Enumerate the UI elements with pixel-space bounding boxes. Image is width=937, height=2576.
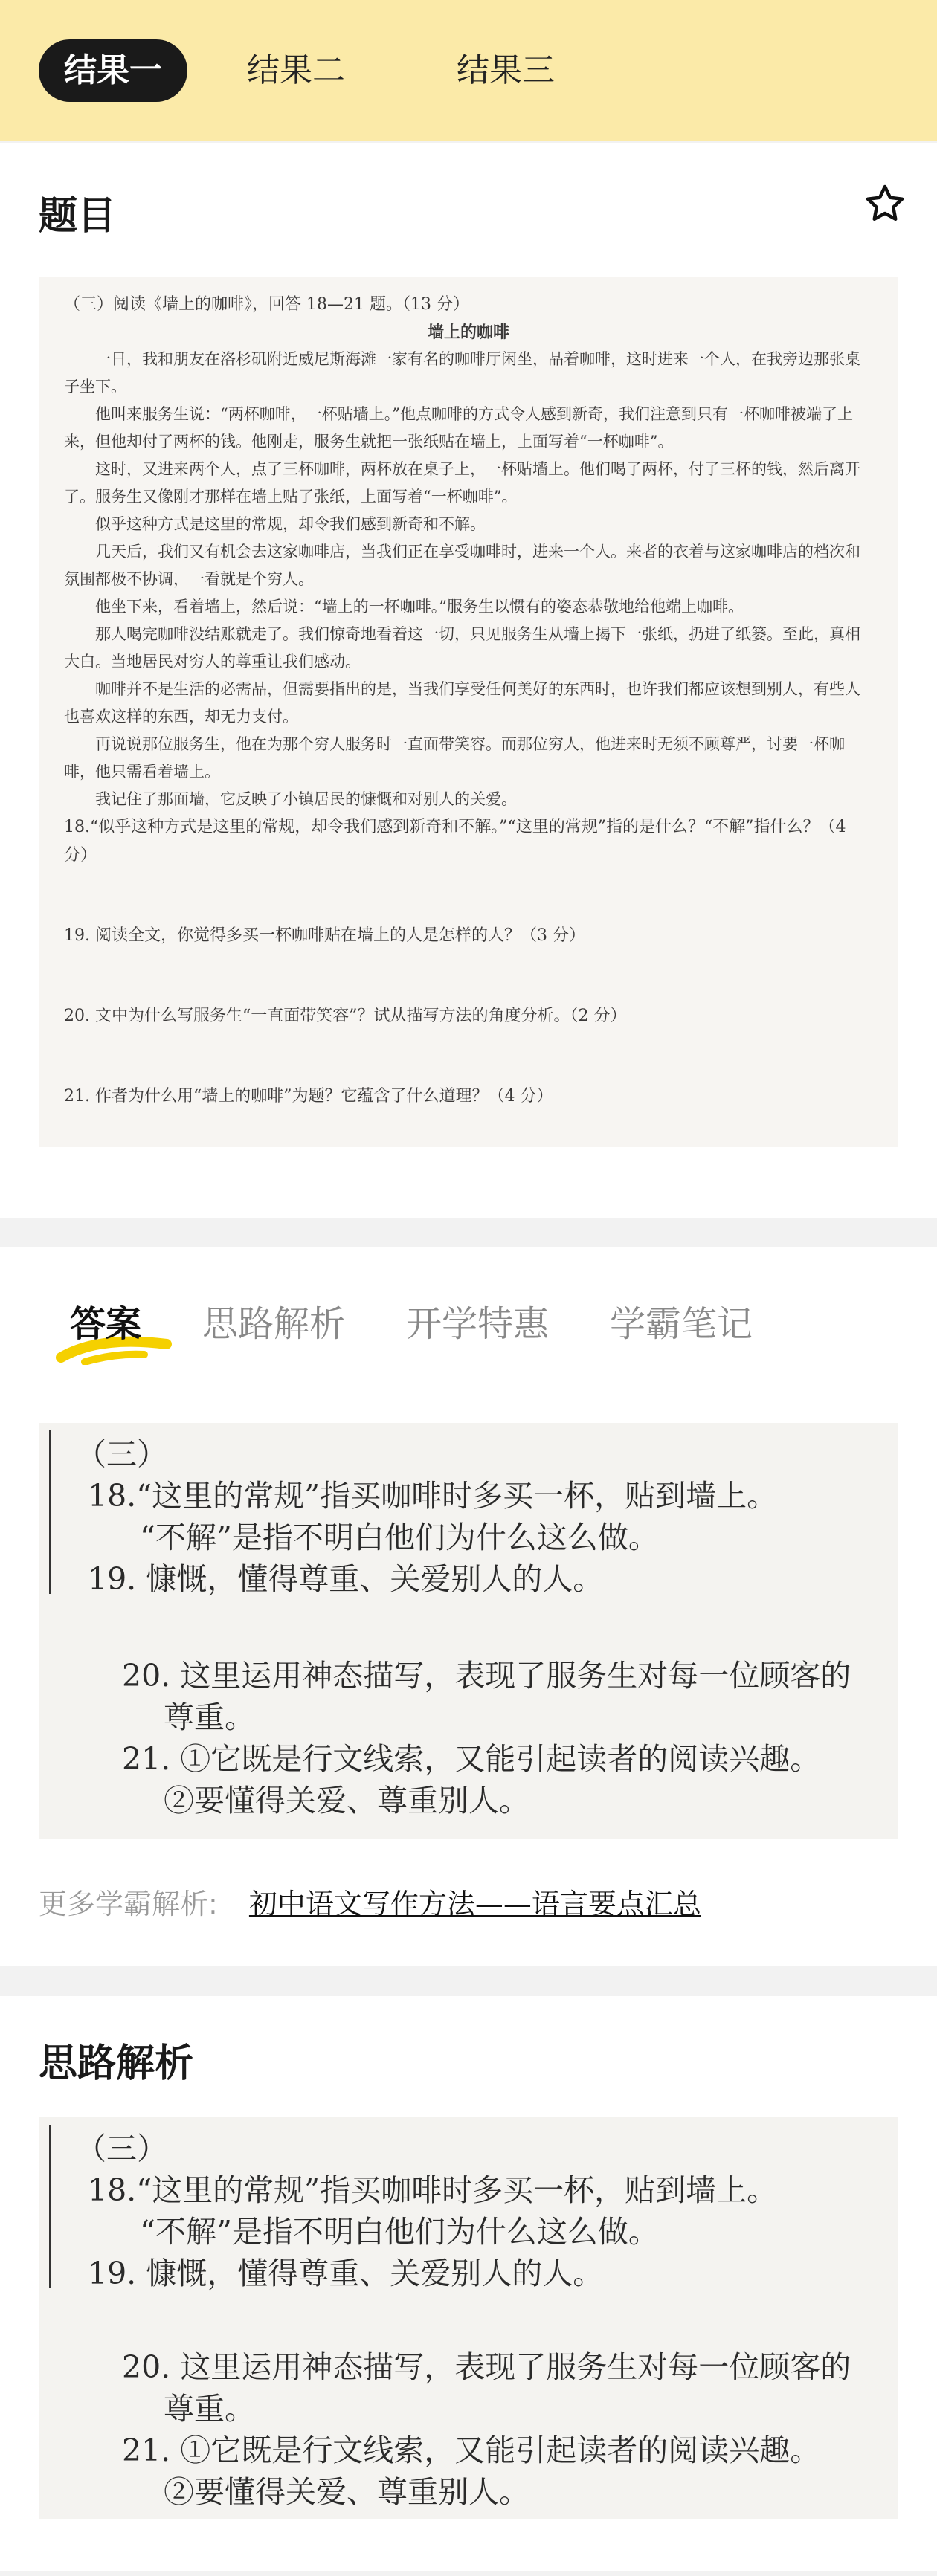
analysis-line: 21. ①它既是行文线索，又能引起读者的阅读兴趣。 — [122, 2433, 821, 2468]
more-analysis — [39, 1881, 937, 1922]
analysis-image — [39, 2117, 898, 2519]
article-paragraph: 他坐下来，看着墙上，然后说：“墙上的一杯咖啡。”服务生以惯有的姿态恭敬地给他端上咖啡。 — [95, 598, 744, 616]
tab-result-3[interactable]: 结果三 — [457, 51, 555, 89]
tab-promo[interactable]: 开学特惠 — [406, 1302, 550, 1345]
article-paragraph: 似乎这种方式是这里的常规，却令我们感到新奇和不解。 — [95, 515, 486, 533]
article-paragraph: 我记住了那面墙，它反映了小镇居民的慷慨和对别人的关爱。 — [95, 790, 517, 808]
question-item: 18.“似乎这种方式是这里的常规，却令我们感到新奇和不解。”“这里的常规”指的是什么？“不解”指什么？（4 分） — [64, 818, 846, 865]
tab-result-1[interactable]: 结果一 — [39, 39, 187, 102]
more-analysis-label: 更多学霸解析: — [39, 1888, 218, 1920]
tab-answer-label: 答案 — [70, 1302, 142, 1345]
more-analysis-link[interactable]: 初中语文写作方法——语言要点汇总 — [248, 1888, 701, 1920]
analysis-line: 18.“这里的常规”指买咖啡时多买一杯，贴到墙上。 — [88, 2172, 778, 2208]
answer-line: 尊重。 — [164, 1699, 255, 1735]
answer-line: 19. 慷慨，懂得尊重、关爱别人的人。 — [88, 1561, 604, 1597]
analysis-title: 思路解析 — [39, 2041, 194, 2086]
answer-line: ②要懂得关爱、尊重别人。 — [164, 1783, 529, 1818]
answer-line: “不解”是指不明白他们为什么这么做。 — [140, 1520, 659, 1555]
question-title: 题目 — [39, 194, 117, 239]
analysis-line: 尊重。 — [164, 2391, 255, 2427]
question-image — [39, 277, 898, 1147]
answer-line: 18.“这里的常规”指买咖啡时多买一杯，贴到墙上。 — [88, 1478, 778, 1514]
tab-analysis[interactable]: 思路解析 — [202, 1302, 346, 1345]
question-intro: （三）阅读《墙上的咖啡》，回答 18—21 题。（13 分） — [64, 295, 469, 314]
article-title: 墙上的咖啡 — [427, 323, 509, 342]
tab-notes[interactable]: 学霸笔记 — [610, 1302, 753, 1345]
tab-answer[interactable] — [70, 1295, 141, 1346]
analysis-line: 20. 这里运用神态描写，表现了服务生对每一位顾客的 — [122, 2349, 851, 2385]
star-icon[interactable] — [863, 181, 907, 226]
question-item: 21. 作者为什么用“墙上的咖啡”为题？它蕴含了什么道理？（4 分） — [64, 1087, 553, 1105]
question-item: 19. 阅读全文，你觉得多买一杯咖啡贴在墙上的人是怎样的人？（3 分） — [64, 926, 585, 945]
analysis-line: ②要懂得关爱、尊重别人。 — [164, 2474, 529, 2510]
answer-line: 21. ①它既是行文线索，又能引起读者的阅读兴趣。 — [122, 1741, 821, 1777]
tab-result-2[interactable]: 结果二 — [247, 51, 345, 89]
answer-card — [0, 1247, 937, 1966]
answer-line: 20. 这里运用神态描写，表现了服务生对每一位顾客的 — [122, 1658, 851, 1694]
article-paragraph: 咖啡并不是生活的必需品，但需要指出的是，当我们享受任何美好的东西时，也许我们都应该想到别人，有些人也喜欢这样的东西，却无力支付。 — [64, 680, 860, 726]
answer-image — [39, 1423, 898, 1839]
article-paragraph: 几天后，我们又有机会去这家咖啡店，当我们正在享受咖啡时，进来一个人。来者的衣着与这家咖啡店的档次和氛围都极不协调，一看就是个穷人。 — [64, 543, 860, 588]
analysis-line: （三） — [76, 2131, 167, 2166]
article-paragraph: 再说说那位服务生，他在为那个穷人服务时一直面带笑容。而那位穷人，他进来时无须不顾尊严，讨要一杯咖啡，他只需看着墙上。 — [64, 735, 845, 781]
answer-tab-bar — [0, 1247, 937, 1393]
article-paragraph: 他叫来服务生说：“两杯咖啡，一杯贴墙上。”他点咖啡的方式令人感到新奇，我们注意到只有一杯咖啡被端了上来，但他却付了两杯的钱。他刚走，服务生就把一张纸贴在墙上，上面写着“一杯咖啡”。 — [64, 405, 853, 451]
question-card — [0, 143, 937, 1218]
analysis-line: “不解”是指不明白他们为什么这么做。 — [140, 2214, 659, 2250]
result-tab-bar — [0, 0, 937, 141]
article-paragraph: 那人喝完咖啡没结账就走了。我们惊奇地看着这一切，只见服务生从墙上揭下一张纸，扔进了纸篓。至此，真相大白。当地居民对穷人的尊重让我们感动。 — [64, 625, 860, 671]
question-item: 20. 文中为什么写服务生“一直面带笑容”？试从描写方法的角度分析。（2 分） — [64, 1007, 627, 1025]
article-paragraph: 一日，我和朋友在洛杉矶附近威尼斯海滩一家有名的咖啡厅闲坐，品着咖啡，这时进来一个人，在我旁边那张桌子坐下。 — [64, 350, 860, 396]
analysis-card — [0, 1996, 937, 2571]
analysis-line: 19. 慷慨，懂得尊重、关爱别人的人。 — [88, 2256, 604, 2291]
article-paragraph: 这时，又进来两个人，点了三杯咖啡，两杯放在桌子上，一杯贴墙上。他们喝了两杯，付了三杯的钱，然后离开了。服务生又像刚才那样在墙上贴了张纸，上面写着“一杯咖啡”。 — [64, 460, 860, 506]
answer-line: （三） — [76, 1436, 167, 1472]
